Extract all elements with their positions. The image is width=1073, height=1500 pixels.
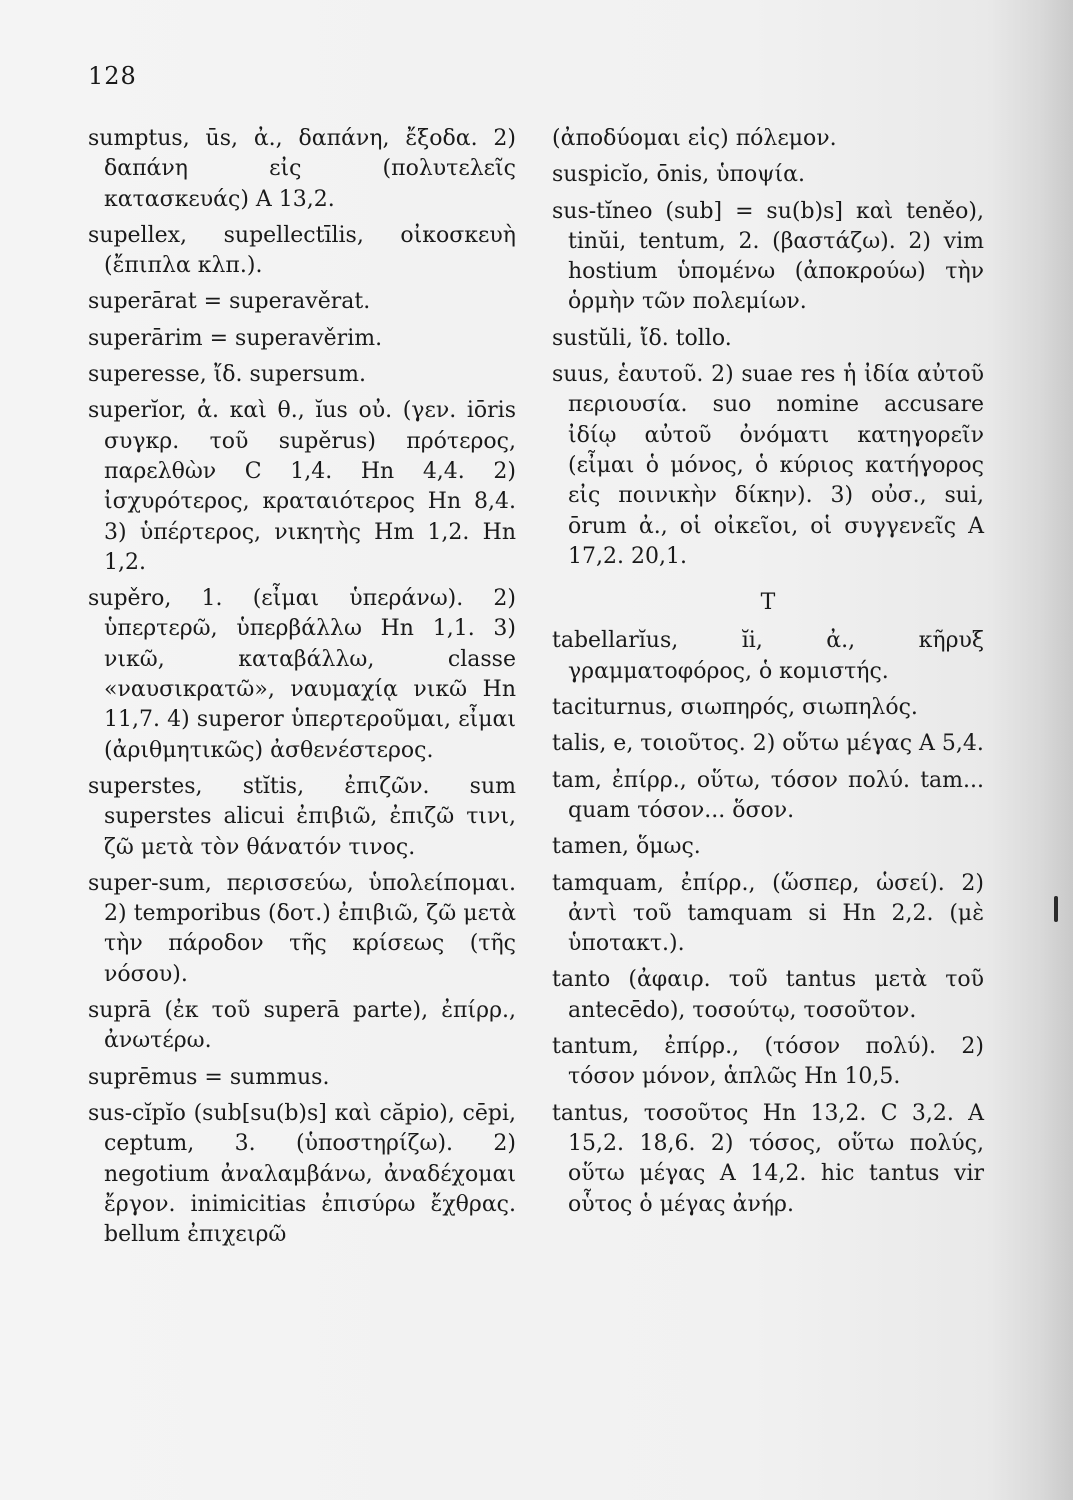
dictionary-entry: sumptus, ūs, ἀ., δαπάνη, ἔξοδα. 2) δαπάνη εἰς (πολυτελεῖς κατασκευάς) A 13,2.: [88, 126, 516, 212]
dictionary-entry: tam, ἐπίρρ., οὕτω, τόσον πολύ. tam... quam τόσον... ὅσον.: [552, 767, 984, 823]
dictionary-entry: superārim = superavěrim.: [88, 325, 383, 351]
dictionary-entry: sus-tĭneo (sub] = su(b)s] καὶ teněo), tinŭi, tentum, 2. (βαστάζω). 2) vim hostium ὑπομένω (ἀποκρούω) τὴν ὁρμὴν τῶν πολεμίων.: [552, 198, 984, 315]
dictionary-entry: supěro, 1. (εἶμαι ὑπεράνω). 2) ὑπερτερῶ, ὑπερβάλλω Hn 1,1. 3) νικῶ, καταβάλλω, classe «ναυσικρατῶ», ναυμαχίᾳ νικῶ Hn 11,7. 4) superor ὑπερτεροῦμαι, εἶμαι (ἀριθμητικῶς) ἀσθενέστερος.: [88, 586, 516, 763]
dictionary-entry: tantus, τοσοῦτος Hn 13,2. C 3,2. A 15,2. 18,6. 2) τόσος, οὕτω πολύς, οὕτω μέγας A 14,2. hic tantus vir οὗτος ὁ μέγας ἀνήρ.: [552, 1100, 984, 1217]
dictionary-entry: superārat = superavěrat.: [88, 289, 371, 315]
dictionary-entry: tamquam, ἐπίρρ., (ὥσπερ, ὡσεί). 2) ἀντὶ τοῦ tamquam si Hn 2,2. (μὲ ὑποτακτ.).: [552, 870, 984, 957]
dictionary-entry: superstes, stĭtis, ἐπιζῶν. sum superstes alicui ἐπιβιῶ, ἐπιζῶ τινι, ζῶ μετὰ τὸν θάνατόν τινος.: [88, 773, 516, 860]
dictionary-entry: suspicĭo, ōnis, ὑποψία.: [552, 162, 805, 188]
dictionary-entry: tanto (ἀφαιρ. τοῦ tantus μετὰ τοῦ antecēdo), τοσούτῳ, τοσοῦτον.: [552, 967, 984, 1023]
dictionary-entry: suus, ἑαυτοῦ. 2) suae res ἡ ἰδία αὐτοῦ περιουσία. suo nomine accusare ἰδίῳ αὐτοῦ ὀνόματι κατηγορεῖν (εἶμαι ὁ μόνος, ὁ κύριος κατήγορος εἰς ποινικὴν δίκην). 3) οὐσ., sui, ōrum ἀ., οἱ οἰκεῖοι, οἱ συγγενεῖς A 17,2. 20,1.: [552, 362, 984, 569]
dictionary-entry: (ἀποδύομαι εἰς) πόλεμον.: [552, 126, 837, 151]
dictionary-entry: suprā (ἐκ τοῦ superā parte), ἐπίρρ., ἀνωτέρω.: [88, 998, 516, 1054]
dictionary-entry: superĭor, ἀ. καὶ θ., ĭus οὐ. (γεν. iōris συγκρ. τοῦ supěrus) πρότερος, παρελθὼν C 1,4. Hn 4,4. 2) ἰσχυρότερος, κραταιότερος Hn 8,4. 3) ὑπέρτερος, νικητὴς Hm 1,2. Hn 1,2.: [88, 398, 516, 575]
left-column: [88, 124, 516, 1256]
dictionary-entry: super-sum, περισσεύω, ὑπολείπομαι. 2) temporibus (δοτ.) ἐπιβιῶ, ζῶ μετὰ τὴν πάροδον τῆς κρίσεως (τῆς νόσου).: [88, 870, 516, 987]
dictionary-entry: talis, e, τοιοῦτος. 2) οὕτω μέγας A 5,4.: [552, 731, 984, 757]
dictionary-entry: taciturnus, σιωπηρός, σιωπηλός.: [552, 695, 918, 721]
right-column: [552, 124, 984, 1226]
dictionary-entry: tantum, ἐπίρρ., (τόσον πολύ). 2) τόσον μόνον, ἁπλῶς Hn 10,5.: [552, 1034, 984, 1090]
dictionary-entry: sus-cĭpĭo (sub[su(b)s] καὶ căpio), cēpi, ceptum, 3. (ὑποστηρίζω). 2) negotium ἀναλαμβάνω, ἀναδέχομαι ἔργον. inimicitias ἐπισύρω ἔχθρας. bellum ἐπιχειρῶ: [88, 1100, 516, 1248]
dictionary-entry: tabellarĭus, ĭi, ἀ., κῆρυξ γραμματοφόρος, ὁ κομιστής.: [552, 628, 984, 684]
section-letter-heading: T: [760, 590, 776, 616]
dictionary-entry: sustŭli, ἴδ. tollo.: [552, 325, 732, 351]
dictionary-entry: superesse, ἴδ. supersum.: [88, 362, 366, 388]
dictionary-entry: supellex, supellectīlis, οἰκοσκευὴ (ἔπιπλα κλπ.).: [88, 222, 516, 279]
dictionary-entry: tamen, ὅμως.: [552, 834, 701, 860]
binding-mark: [1054, 896, 1058, 922]
page-number: 128: [88, 62, 137, 90]
dictionary-entry: suprēmus = summus.: [88, 1064, 330, 1090]
